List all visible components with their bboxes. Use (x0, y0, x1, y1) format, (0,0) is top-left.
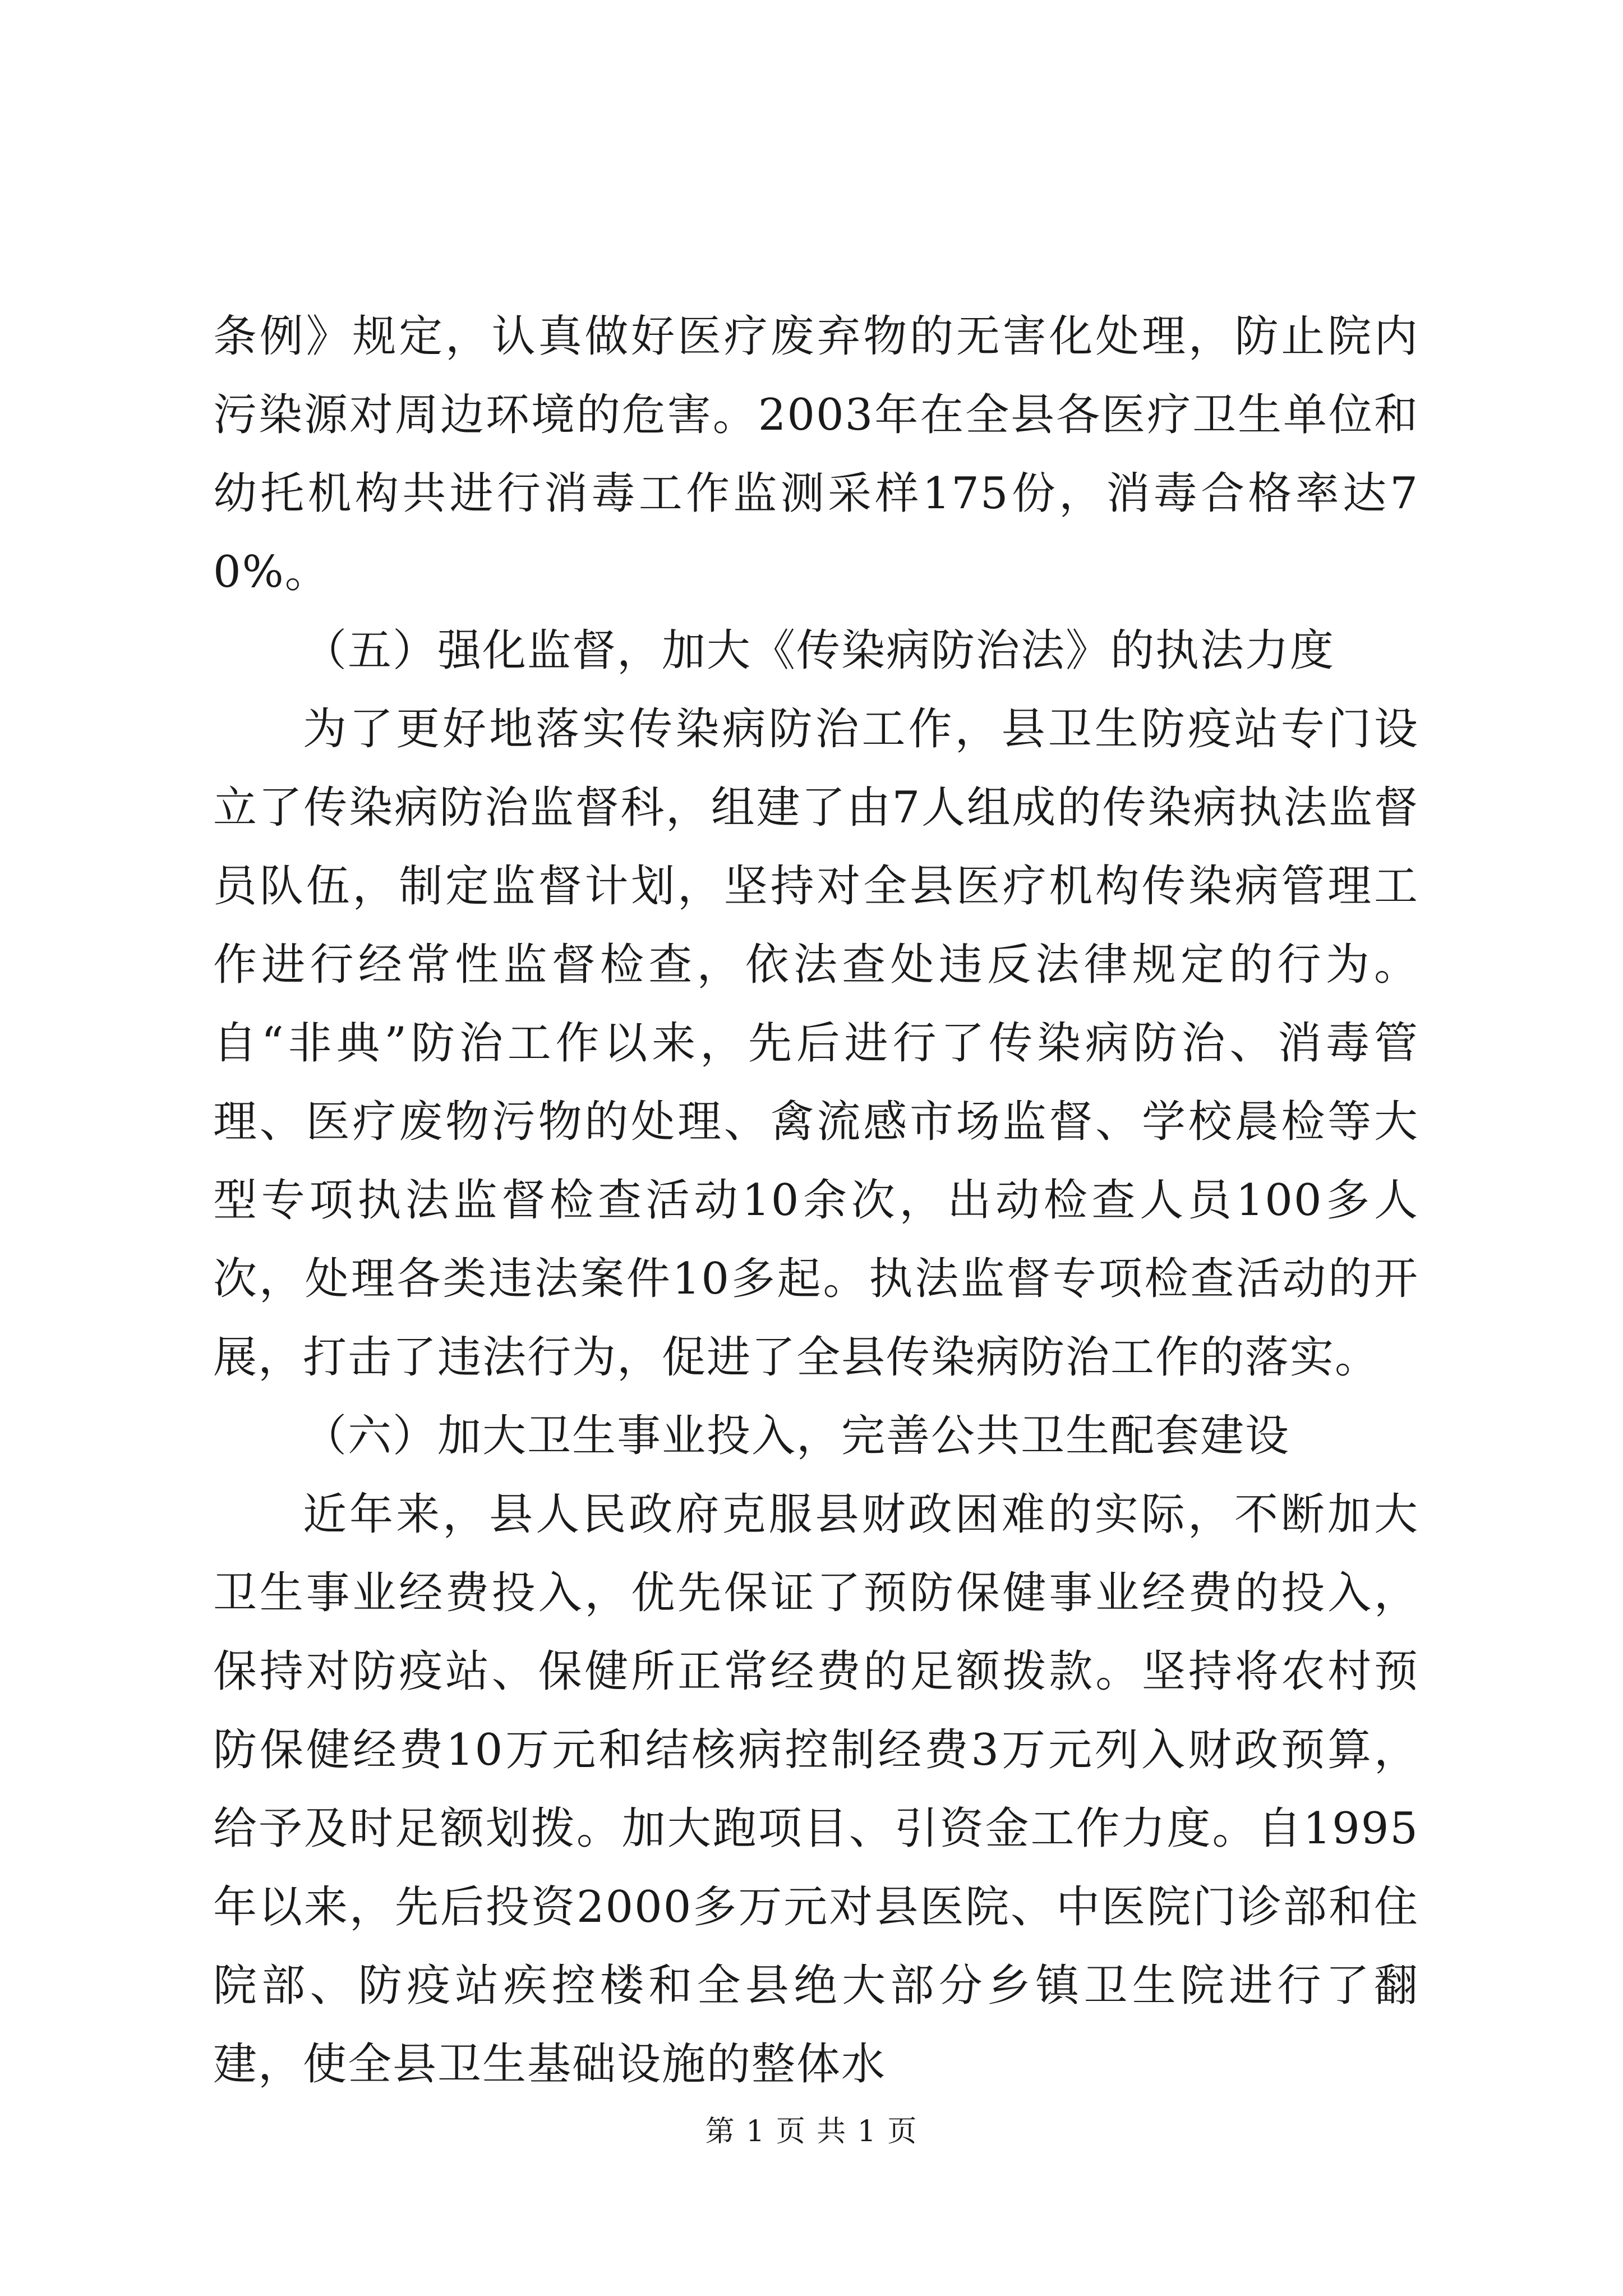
page-footer: 第 1 页 共 1 页 (705, 2115, 918, 2148)
paragraph-supervision: 为了更好地落实传染病防治工作，县卫生防疫站专门设立了传染病防治监督科，组建了由7人组成的传染病执法监督员队伍，制定监督计划，坚持对全县医疗机构传染病管理工作进行经常性监督检查，依法查处违反法律规定的行为。自“非典”防治工作以来，先后进行了传染病防治、消毒管理、医疗废物污物的处理、禽流感市场监督、学校晨检等大型专项执法监督检查活动10余次，出动检查人员100多人次，处理各类违法案件10多起。执法监督专项检查活动的开展，打击了违法行为，促进了全县传染病防治工作的落实。 (213, 704, 1419, 1383)
paragraph-investment: 近年来，县人民政府克服县财政困难的实际，不断加大卫生事业经费投入，优先保证了预防保健事业经费的投入，保持对防疫站、保健所正常经费的足额拨款。坚持将农村预防保健经费10万元和结核病控制经费3万元列入财政预算，给予及时足额划拨。加大跑项目、引资金工作力度。自1995年以来，先后投资2000多万元对县医院、中医院门诊部和住院部、防疫站疾控楼和全县绝大部分乡镇卫生院进行了翻建，使全县卫生基础设施的整体水 (213, 1489, 1419, 2090)
document-body (213, 297, 1419, 2104)
paragraph-continuation: 条例》规定，认真做好医疗废弃物的无害化处理，防止院内污染源对周边环境的危害。2003年在全县各医疗卫生单位和幼托机构共进行消毒工作监测采样175份，消毒合格率达70%。 (213, 311, 1419, 597)
section-heading-5: （五）强化监督，加大《传染病防治法》的执法力度 (303, 625, 1335, 676)
section-heading-6: （六）加大卫生事业投入，完善公共卫生配套建设 (303, 1411, 1290, 1461)
